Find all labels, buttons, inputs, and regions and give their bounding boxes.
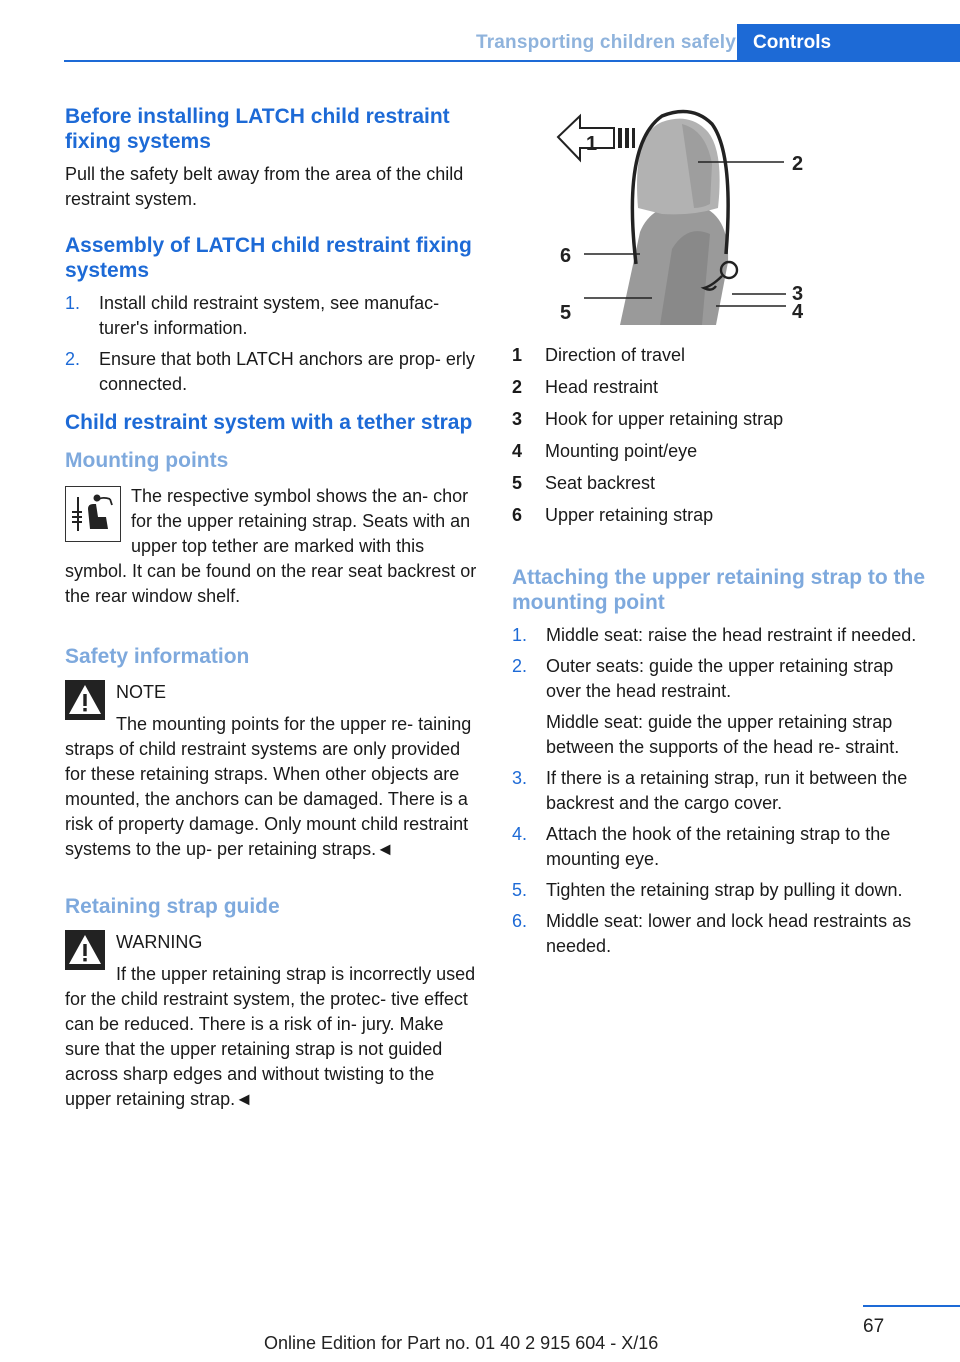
callout-4: 4 xyxy=(792,301,804,323)
list-item: 2. Outer seats: guide the upper retaining strap over the head restraint. Middle seat: guide the upper retaining strap between the supports of the head re‐ straint. xyxy=(512,656,900,757)
mounting-points-block xyxy=(65,484,483,609)
assembly-steps xyxy=(65,291,483,397)
legend-row: 3 Hook for upper retaining strap xyxy=(512,409,784,429)
left-column xyxy=(65,104,483,1112)
heading-tether-strap: Child restraint system with a tether strap xyxy=(65,411,473,434)
warning-triangle-icon xyxy=(65,680,105,720)
callout-1: 1 xyxy=(586,133,598,155)
heading-mounting-points: Mounting points xyxy=(65,449,229,472)
heading-safety-information: Safety information xyxy=(65,645,250,668)
page-number: 67 xyxy=(863,1316,885,1337)
para-pull-belt: Pull the safety belt away from the area of the child restraint system. xyxy=(65,164,464,209)
attaching-steps xyxy=(512,623,930,959)
callout-5: 5 xyxy=(560,302,572,324)
warning-triangle-icon xyxy=(65,930,105,970)
legend-row: 2 Head restraint xyxy=(512,377,659,397)
note-block xyxy=(65,680,483,862)
para-mounting-points: The respective symbol shows the an‐ chor for the upper retaining strap. Seats with an upper top tether are marked with this symbol. It can be found on the rear seat backrest or the rear window shelf. xyxy=(65,486,477,606)
list-item: 5. Tighten the retaining strap by pulling it down. xyxy=(512,880,903,900)
footer-rule xyxy=(863,1305,960,1307)
warning-label: WARNING xyxy=(116,932,203,952)
heading-attaching-strap: Attaching the upper retaining strap to the mounting point xyxy=(512,566,926,614)
warning-block xyxy=(65,930,483,1112)
figure-legend xyxy=(512,339,930,531)
legend-row: 4 Mounting point/eye xyxy=(512,441,698,461)
child-seat-tether-icon xyxy=(65,486,121,542)
callout-6: 6 xyxy=(560,245,572,267)
header-rule xyxy=(64,60,737,62)
list-item: 3. If there is a retaining strap, run it between the backrest and the cargo cover. xyxy=(512,768,908,813)
legend-row: 6 Upper retaining strap xyxy=(512,505,714,525)
legend-row: 1 Direction of travel xyxy=(512,345,686,365)
list-item: 1. Install child restraint system, see manufac‐ turer's information. xyxy=(65,293,440,338)
callout-3: 3 xyxy=(792,283,804,305)
list-item: 2. Ensure that both LATCH anchors are prop‐ erly connected. xyxy=(65,349,475,394)
heading-before-installing: Before installing LATCH child restraint fixing systems xyxy=(65,105,450,153)
list-item: 4. Attach the hook of the retaining strap to the mounting eye. xyxy=(512,824,891,869)
legend-row: 5 Seat backrest xyxy=(512,473,656,493)
running-header-section: Transporting children safely xyxy=(475,32,736,53)
chapter-tab: Controls xyxy=(737,24,960,62)
warning-text: If the upper retaining strap is incorrectly used for the child restraint system, the protec‐ tive effect can be reduced. There is a risk of in‐ jury. Make sure that the upper retaining strap is not guided across sharp edges and without twisting to the upper retaining strap.◄ xyxy=(65,964,476,1109)
callout-2: 2 xyxy=(792,153,804,175)
head-restraint-figure xyxy=(512,104,928,325)
note-label: NOTE xyxy=(116,682,167,702)
heading-retaining-strap-guide: Retaining strap guide xyxy=(65,895,280,918)
edition-footer: Online Edition for Part no. 01 40 2 915 604 - X/16 xyxy=(264,1333,659,1353)
heading-assembly: Assembly of LATCH child restraint fixing systems xyxy=(65,234,472,282)
right-column xyxy=(512,104,930,965)
note-text: The mounting points for the upper re‐ taining straps of child restraint systems are only provided for these retaining straps. When other objects are mounted, the anchors can be damaged. There is a risk of property damage. Only mount child restraint systems to the up‐ per retaining straps.◄ xyxy=(65,714,472,859)
list-item: 6. Middle seat: lower and lock head restraints as needed. xyxy=(512,911,912,956)
list-item: 1. Middle seat: raise the head restraint if needed. xyxy=(512,625,917,645)
